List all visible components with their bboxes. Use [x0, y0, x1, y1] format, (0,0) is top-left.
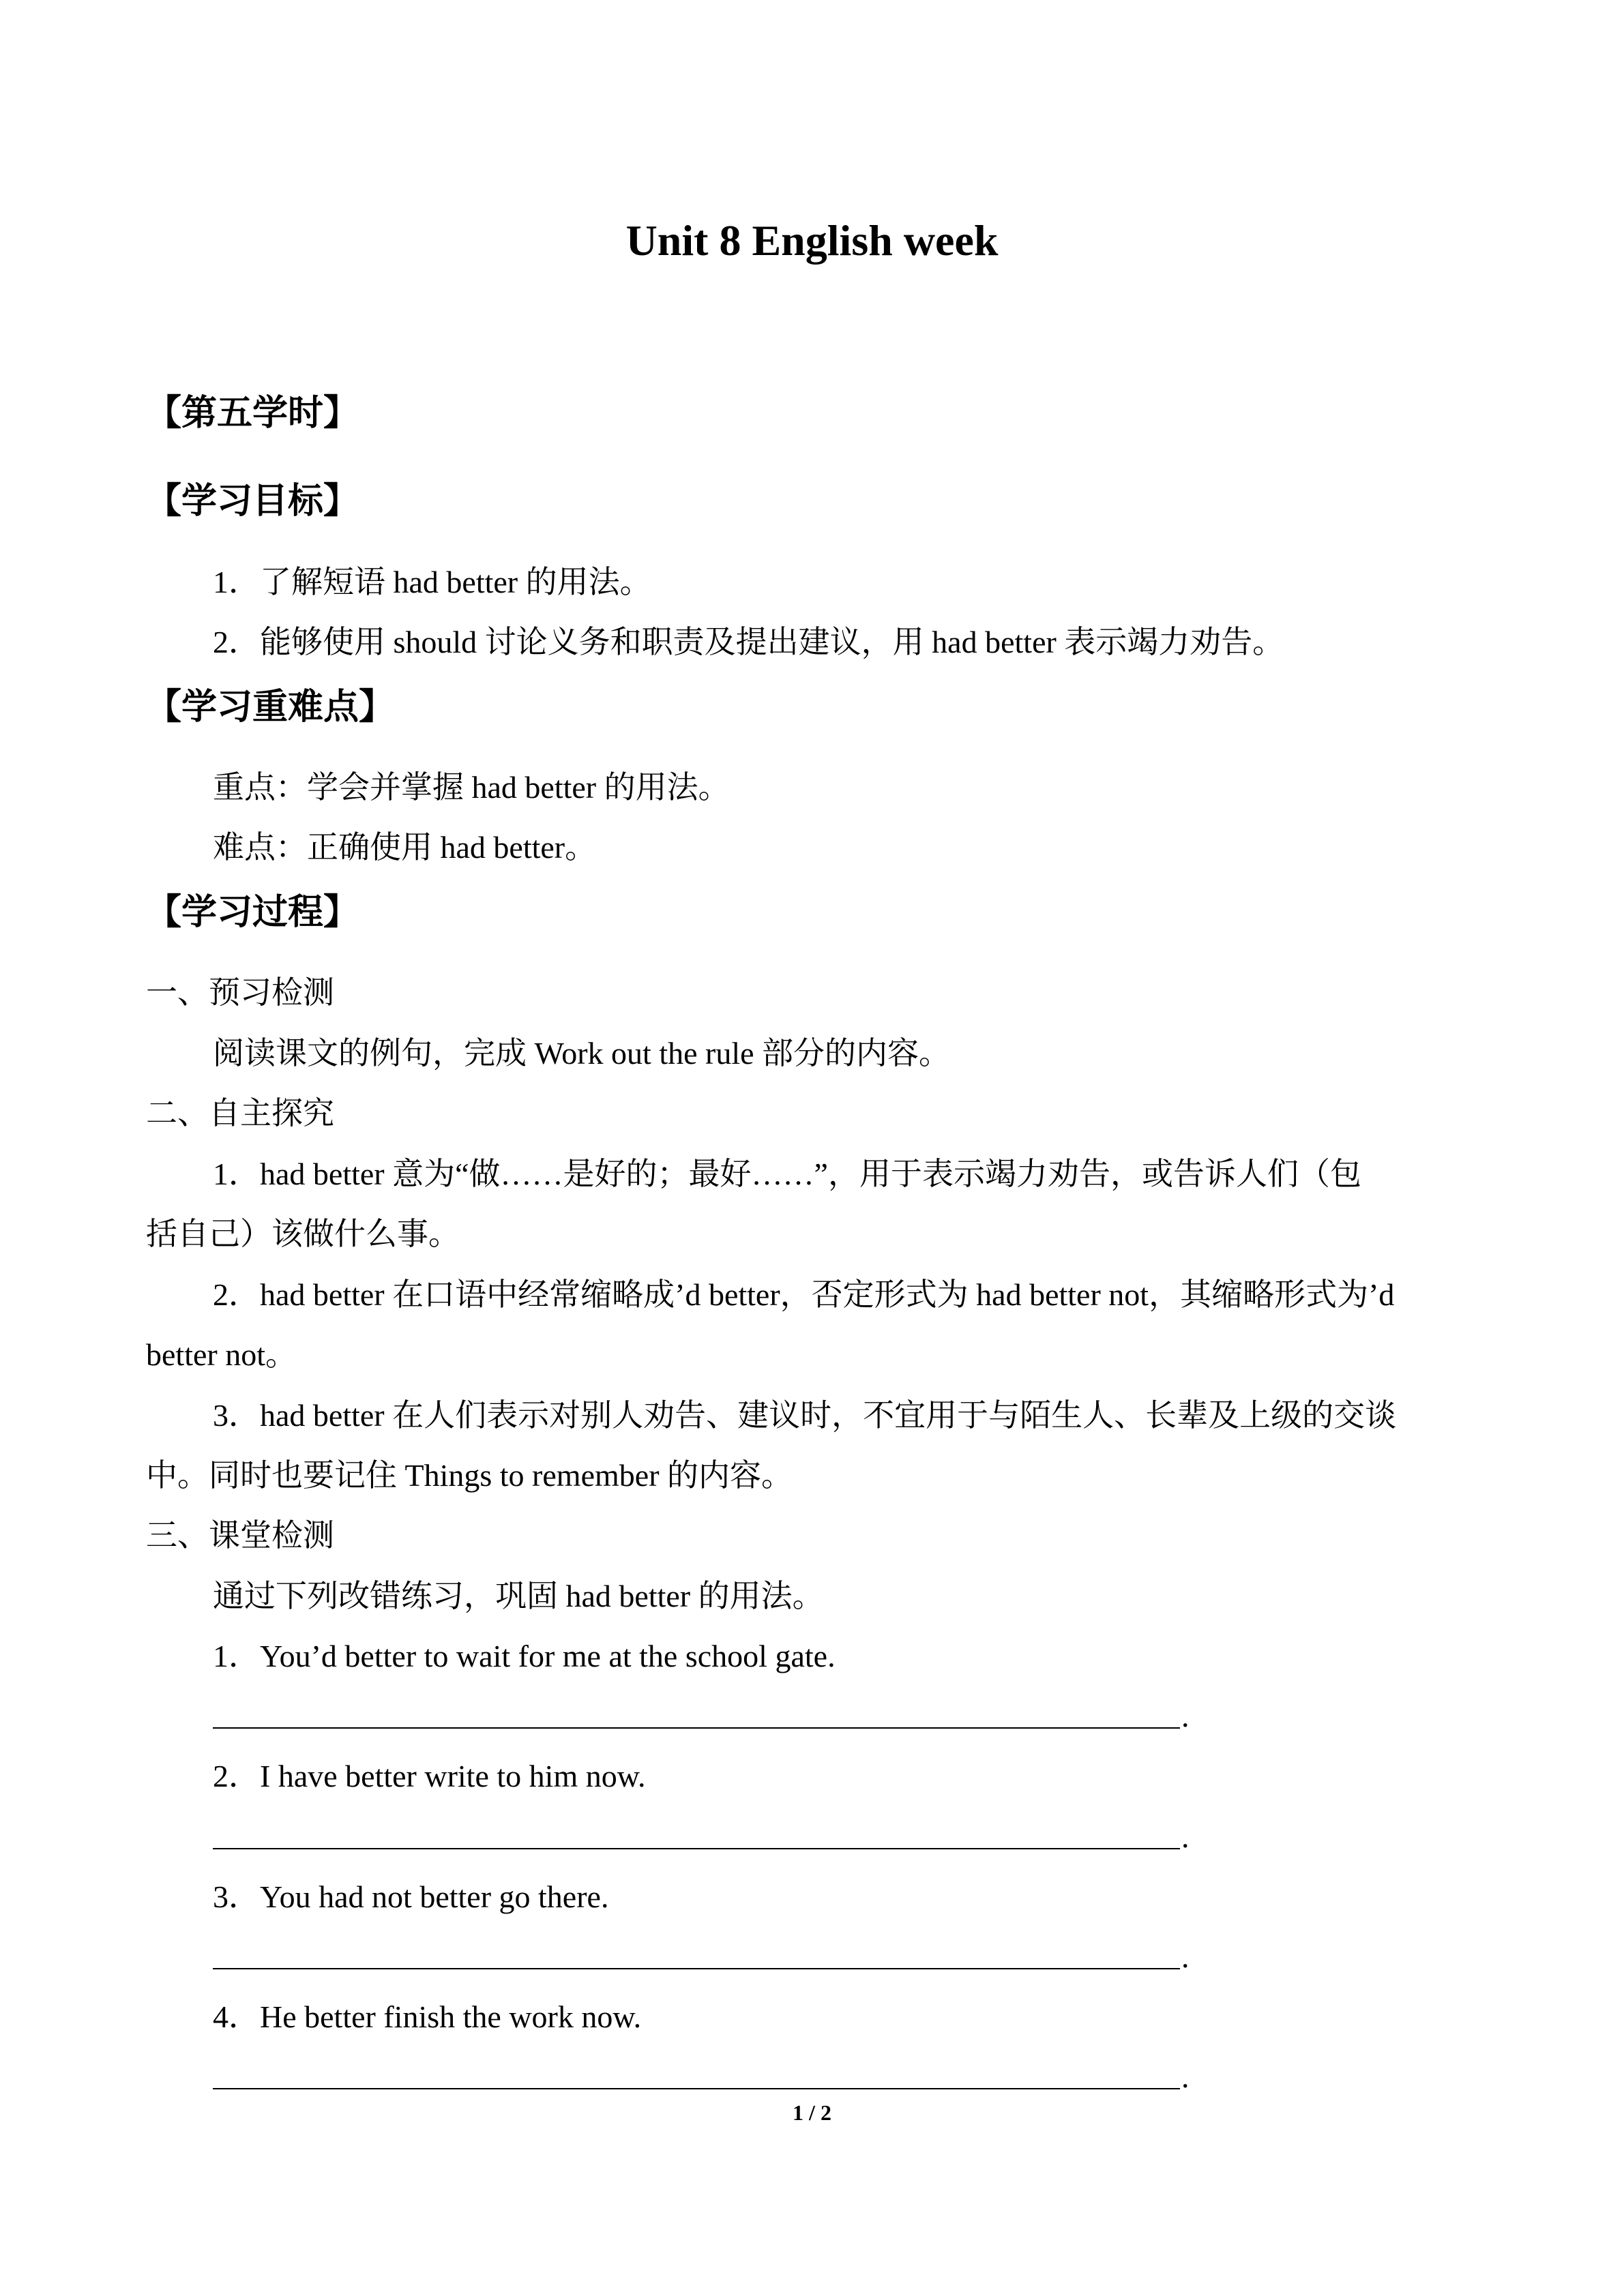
self-study-p2-line2: better not。 — [146, 1337, 297, 1372]
objective-item-2: 2．能够使用 should 讨论义务和职责及提出建议，用 had better 表示竭力劝告。 — [213, 625, 1284, 659]
answer-period: . — [1181, 1699, 1190, 1733]
exercise-2: 2．I have better write to him now. — [213, 1759, 646, 1793]
answer-underline — [213, 1968, 1180, 1969]
self-study-p2-line1: 2．had better 在口语中经常缩略成’d better，否定形式为 had better not，其缩略形式为’d — [213, 1277, 1395, 1312]
page-number: 1 / 2 — [793, 2100, 831, 2125]
answer-underline — [213, 1727, 1180, 1729]
self-study-p1-line1: 1．had better 意为“做……是好的；最好……”，用于表示竭力劝告，或告诉人们（包 — [213, 1157, 1361, 1191]
answer-period: . — [1181, 1939, 1190, 1974]
objectives-heading: 【学习目标】 — [146, 481, 359, 522]
answer-underline — [213, 1848, 1180, 1849]
exercise-4: 4．He better finish the work now. — [213, 1999, 642, 2034]
self-study-heading: 二、自主探究 — [146, 1096, 334, 1131]
self-study-p3-line2: 中。同时也要记住 Things to remember 的内容。 — [146, 1458, 793, 1493]
preview-text: 阅读课文的例句，完成 Work out the rule 部分的内容。 — [213, 1036, 951, 1071]
key-points-heading: 【学习重难点】 — [146, 687, 395, 728]
self-study-p3-line1: 3．had better 在人们表示对别人劝告、建议时，不宜用于与陌生人、长辈及上级的交谈 — [213, 1398, 1397, 1433]
exercise-1: 1．You’d better to wait for me at the school gate. — [213, 1639, 836, 1673]
preview-heading: 一、预习检测 — [146, 975, 334, 1010]
process-heading: 【学习过程】 — [146, 892, 359, 933]
answer-period: . — [1181, 1819, 1190, 1854]
difficult-point: 难点：正确使用 had better。 — [213, 830, 597, 865]
objective-item-1: 1．了解短语 had better 的用法。 — [213, 565, 651, 599]
self-study-p1-line2: 括自己）该做什么事。 — [146, 1217, 460, 1251]
page-title: Unit 8 English week — [625, 216, 999, 265]
answer-underline — [213, 2088, 1180, 2089]
exercise-3: 3．You had not better go there. — [213, 1879, 609, 1914]
important-point: 重点：学会并掌握 had better 的用法。 — [213, 770, 730, 805]
class-check-intro: 通过下列改错练习，巩固 had better 的用法。 — [213, 1579, 824, 1613]
class-check-heading: 三、课堂检测 — [146, 1518, 334, 1553]
answer-period: . — [1181, 2059, 1190, 2094]
session-heading: 【第五学时】 — [146, 393, 359, 434]
